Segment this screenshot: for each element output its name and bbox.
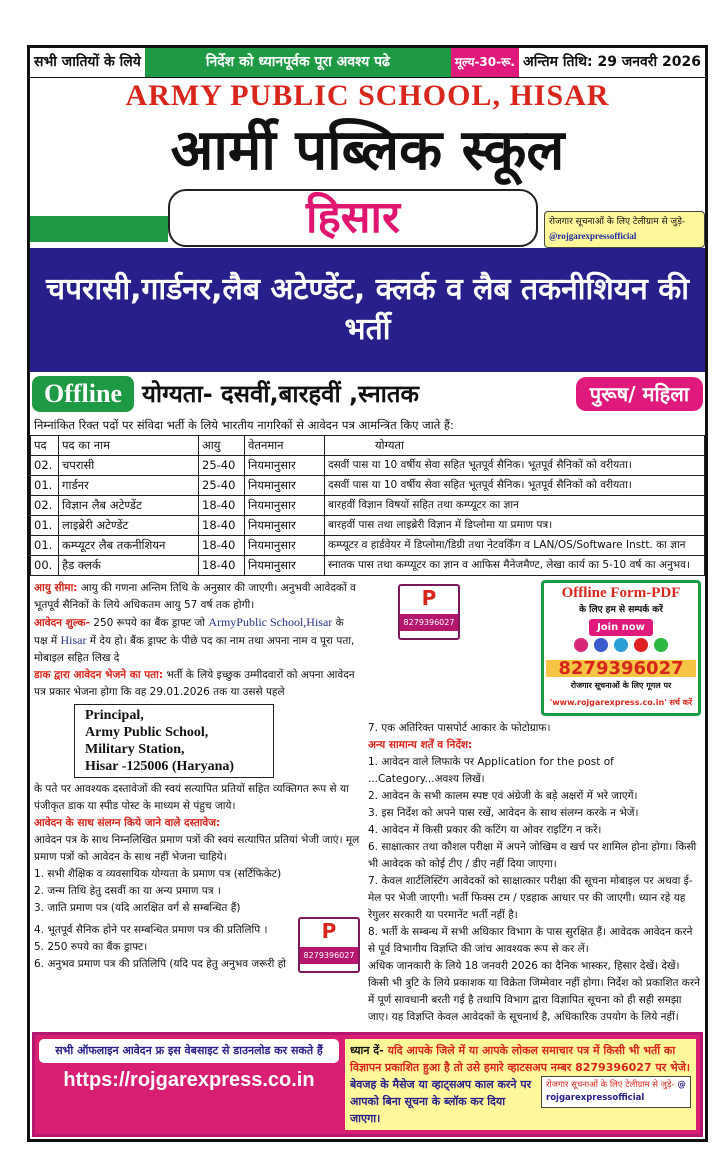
telegram-handle[interactable]: @rojgarexpressofficial: [549, 231, 637, 241]
qualification-heading: योग्यता- दसवीं,बारहवीं ,स्नातक: [142, 380, 419, 408]
table-row: [31, 516, 705, 536]
logo-phone: 8279396027: [400, 614, 458, 631]
facebook-icon[interactable]: [594, 638, 608, 652]
telegram-icon[interactable]: [614, 638, 628, 652]
logo-mark: P: [321, 919, 337, 943]
join-now-button[interactable]: Join now: [589, 619, 653, 636]
header-post: पद का नाम: [59, 436, 199, 456]
fee-payee: ArmyPublic School,Hisar: [208, 615, 333, 629]
address-line: Hisar -125006 (Haryana): [85, 759, 235, 774]
warning-text: बेवजह के मैसेज या व्हाट्सअप काल करने पर आपको बिना सूचना के ब्लॉक कर दिया जाएगा।: [350, 1078, 532, 1125]
cell-post: विज्ञान लैब अटेण्डेंट: [59, 496, 199, 516]
cell-age: 18-40: [199, 556, 245, 576]
read-carefully-label: निर्देश को ध्यानपूर्वक पूरा अवश्य पढे: [145, 48, 451, 77]
cell-pay: नियमानुसार: [245, 536, 325, 556]
term-item: 3. इस निर्देश को अपने पास रखें, आवेदन के साथ संलग्न करके न भेजें।: [368, 807, 639, 819]
cell-post: हैड क्लर्क: [59, 556, 199, 576]
publisher-logo-2: [298, 917, 360, 973]
social-icons: [546, 636, 696, 660]
table-row: [31, 536, 705, 556]
cell-qualification: बारहवीं पास तथा लाइब्रेरी विज्ञान में डिप्लोमा या प्रमाण पत्र।: [325, 516, 705, 536]
term-item: 1. आवेदन वाले लिफाके पर Application for the post of ...Category...अवश्य लिखें।: [368, 756, 614, 785]
cell-qualification: दसवीं पास या 10 वर्षीय सेवा सहित भूतपूर्व सैनिक। भूतपूर्व सैनिकों को वरीयता।: [325, 456, 705, 476]
term-item: 2. आवेदन के सभी कालम स्पष्ट एवं अंग्रेजी के बड़े अक्षरों में भरे जाएगें।: [368, 790, 638, 802]
address-line: Army Public School,: [85, 725, 209, 740]
left-column: [34, 580, 360, 1026]
green-accent-bar: [30, 216, 168, 242]
table-header: [31, 436, 705, 456]
cell-post: कम्प्यूटर लैब तकनीशियन: [59, 536, 199, 556]
documents-intro: आवेदन पत्र के साथ निम्नलिखित प्रमाण पत्रों की स्वयं सत्यापित प्रतियां भेजी जाएं। मूल प्रमाण पत्रों को आवेदन के साथ नहीं भेजना चाहिये।: [34, 834, 360, 863]
cell-age: 25-40: [199, 476, 245, 496]
cell-pay: नियमानुसार: [245, 476, 325, 496]
fee-label: आवेदन शुल्क-: [34, 617, 90, 629]
website-link[interactable]: https://rojgarexpress.co.in: [63, 1069, 315, 1091]
term-item: 6. साक्षात्कार तथा कौशल परीक्षा में अपने जोखिम व खर्च पर शामिल होना होगा। किसी भी आवेदक को कोई टीए / डीए नहीं दिया जाएगा।: [368, 841, 697, 870]
postal-label: डाक द्वारा आवेदन भेजने का पता:: [34, 669, 164, 681]
download-label: सभी ऑफलाइन आवेदन फ्र इस वेबसाइट से डाउनलोड कर सकते हैं: [39, 1039, 339, 1063]
download-area: [39, 1039, 339, 1130]
notice-text: यदि आपके जिले में या आपके लोकल समाचार पत्र में किसी भी भर्ती का विज्ञापन प्रकाशित हुआ है तो उसे हमारे व्हाटसअप नम्बर 8279396027 पर भेजे।: [350, 1044, 691, 1074]
cell-qualification: कम्प्यूटर व हार्डवेयर में डिप्लोमा/डिग्री तथा नेटवर्किंग व LAN/OS/Software Instt. का ज्ञान: [325, 536, 705, 556]
postal-text: भर्ती के लिये इच्छुक उम्मीदवारों को अपना आवेदन पत्र प्रकार भेजना होगा कि वह 29.01.2026 तक या उससे पहले: [34, 669, 355, 698]
table-row: [31, 496, 705, 516]
doc-item: 1. सभी शैक्षिक व व्यवसायिक योग्यता के प्रमाण पत्र (सर्टिफिकेट): [34, 868, 282, 880]
telegram-text: रोजगार सूचनाओं के लिए टेलीग्राम से जुड़े-: [549, 217, 686, 227]
offline-row: [30, 372, 705, 416]
age-text: आयु की गणना अन्तिम तिथि के अनुसार की जाएगी। अनुभवी आवेदकों व भूतपूर्व सैनिकों के लिये अधिकतम आयु 57 वर्ष तक होगी।: [34, 582, 356, 611]
header-count: पद: [31, 436, 59, 456]
cell-count: 01.: [31, 476, 59, 496]
cell-count: 01.: [31, 536, 59, 556]
header-pay: वेतनमान: [245, 436, 325, 456]
promo-contact: के लिए हम से सम्पर्क करें: [579, 605, 663, 615]
table-row: [31, 556, 705, 576]
cell-pay: नियमानुसार: [245, 516, 325, 536]
gender-badge: पुरूष/ महिला: [576, 377, 703, 411]
header-qualification: योग्यता: [325, 436, 705, 456]
bottom-banner: [32, 1032, 703, 1137]
cell-count: 01.: [31, 516, 59, 536]
last-date-label: अन्तिम तिथि: 29 जनवरी 2026: [523, 54, 701, 70]
title-english: ARMY PUBLIC SCHOOL, HISAR: [125, 79, 610, 112]
youtube-icon[interactable]: [634, 638, 648, 652]
header-age: आयु: [199, 436, 245, 456]
right-top: [368, 580, 701, 716]
doc-item: 2. जन्म तिथि हेतु दसवीं का या अन्य प्रमाण पत्र ।: [34, 885, 221, 897]
vacancy-table: [30, 435, 705, 576]
cell-post: चपरासी: [59, 456, 199, 476]
city-row: [30, 188, 705, 248]
notice-label: ध्यान दें-: [350, 1044, 384, 1057]
table-row: [31, 456, 705, 476]
doc-item: 6. अनुभव प्रमाण पत्र की प्रतिलिपि (यदि पद हेतु अनुभव जरूरी हो: [34, 958, 287, 970]
notice-box: [345, 1039, 696, 1130]
term-item: 8. भर्ती के सम्बन्ध में सभी अधिकार विभाग के पास सुरक्षित हैं। आवेदक आवेदन करने से पूर्व विभागीय विज्ञप्ति की जांच आवश्यक रूप से कर लें।: [368, 926, 693, 955]
address-line: Principal,: [85, 708, 144, 723]
documents-rest: [34, 922, 294, 973]
term-item: 4. आवेदन में किसी प्रकार की कटिंग या ओवर राइटिंग न करें।: [368, 824, 602, 836]
cell-qualification: स्नातक पास तथा कम्प्यूटर का ज्ञान व आफिस मैनेजमैण्ट, लेखा कार्य का 5-10 वर्ष का अनुभव।: [325, 556, 705, 576]
telegram-box: [544, 211, 705, 248]
cell-pay: नियमानुसार: [245, 456, 325, 476]
intro-text: निम्नांकित रिक्त पदों पर संविदा भर्ती के लिये भारतीय नागरिकों से आवेदन पत्र आमन्त्रित किए जाते हैं:: [34, 418, 454, 432]
fee-section: [34, 614, 360, 667]
age-limit: [34, 580, 360, 614]
promo-site[interactable]: 'www.rojgarexpress.co.in' सर्च करें: [549, 698, 693, 707]
cell-post: गार्डनर: [59, 476, 199, 496]
publisher-logo: [398, 584, 460, 640]
city-label: हिसार: [168, 189, 538, 247]
logo-mark: P: [421, 586, 437, 610]
promo-phone: 8279396027: [546, 660, 696, 677]
cell-count: 00.: [31, 556, 59, 576]
cell-age: 25-40: [199, 456, 245, 476]
whatsapp-icon[interactable]: [654, 638, 668, 652]
middle-section: [30, 576, 705, 1026]
fee-text-b: के पक्ष में: [34, 617, 344, 647]
telegram-handle[interactable]: @rojgarexpressofficial: [546, 1080, 686, 1103]
cell-pay: नियमानुसार: [245, 496, 325, 516]
telegram-text: रोजगार सूचनाओं के लिए टेलीग्राम से जुड़े-: [546, 1080, 675, 1090]
fee-city: Hisar: [60, 633, 87, 647]
cell-qualification: दसवीं पास या 10 वर्षीय सेवा सहित भूतपूर्व सैनिक। भूतपूर्व सैनिकों को वरीयता।: [325, 476, 705, 496]
doc-item: 5. 250 रुपये का बैंक ड्राफ्ट।: [34, 941, 148, 953]
cell-count: 02.: [31, 456, 59, 476]
telegram-box-bottom: [541, 1076, 691, 1108]
documents-label: आवेदन के साथ संलग्न किये जाने वाले दस्तावेज:: [34, 817, 221, 829]
fee-text-c: में देय हो। बैंक ड्राफ्ट के पीछे पद का नाम तथा अपना नाम व पूरा पता, मोबाइल सहित लिख दे: [34, 635, 355, 664]
promo-title: Offline Form-PDF: [561, 585, 681, 601]
title-hindi: आर्मी पब्लिक स्कूल: [170, 118, 565, 183]
notice-bottom-row: [350, 1076, 691, 1127]
extra-photo-item: 7. एक अतिरिक्त पासपोर्ट आकार के फोटोग्राफ।: [368, 722, 551, 734]
price-label: मूल्य-30-रू.: [451, 48, 519, 77]
terms-label: अन्य सामान्य शर्तें व निर्देश:: [368, 739, 473, 751]
poster-border: [27, 45, 708, 1142]
age-label: आयु सीमा:: [34, 582, 78, 594]
address-line: Military Station,: [85, 742, 185, 757]
right-column: [368, 580, 701, 1026]
documents-with-logo: [34, 917, 360, 973]
cell-age: 18-40: [199, 516, 245, 536]
cell-qualification: बारहवीं विज्ञान विषयों सहित तथा कम्प्यूटर का ज्ञान: [325, 496, 705, 516]
instagram-icon[interactable]: [574, 638, 588, 652]
fee-text-a: 250 रूपये का बैंक ड्राफ्ट जो: [93, 617, 205, 629]
term-item: 7. केवल शार्टलिस्टिंग आवेदकों को साक्षात्कार परीक्षा की सूचना मोबाइल पर अथवा ई-मेल पर भेजी जाएगी। भर्ती फिक्स टम / एडहाक आधार पर की जाएगी। ध्यान रहे यह रेगुलर सरकारी या परमानेंट भर्ती नहीं है।: [368, 875, 693, 921]
posts-banner: चपरासी,गार्डनर,लैब अटेण्डेंट, क्लर्क व लैब तकनीशियन की भर्ती: [30, 248, 705, 372]
cell-count: 02.: [31, 496, 59, 516]
mode-badge: Offline: [32, 376, 134, 412]
cell-post: लाइब्रेरी अटेण्डेंट: [59, 516, 199, 536]
disclaimer: अधिक जानकारी के लिये 18 जनवरी 2026 का दैनिक भास्कर, हिसार देखें। देखें। किसी भी त्रुटि के लिये प्रकाशक या विक्रेता जिम्मेवार नहीं होगा। निर्देश को प्रकाशित करने में पूर्ण सावधानी बरती गई है तथापि विभाग द्वारा विज्ञापित सूचना को ही सही समझा जाए। यह विज्ञप्ति केवल आवेदकों के सूचनार्थ है, अधिकारिक उपयोग के लिये नहीं।: [368, 960, 700, 1023]
all-castes-label: सभी जातियों के लिये: [34, 54, 141, 70]
doc-item: 4. भूतपूर्व सैनिक होने पर सम्बन्धित प्रमाण पत्र की प्रतिलिपि ।: [34, 924, 268, 936]
top-strip: [30, 48, 705, 78]
logo-phone: 8279396027: [300, 947, 358, 964]
cell-pay: नियमानुसार: [245, 556, 325, 576]
promo-box: [541, 580, 701, 716]
cell-age: 18-40: [199, 496, 245, 516]
doc-item: 3. जाति प्रमाण पत्र (यदि आरक्षित वर्ग से सम्बन्धित हैं): [34, 902, 241, 914]
postal-after-text: के पते पर आवश्यक दस्तावेजों की स्वयं सत्यापित प्रतियों सहित व्यक्तिगत रूप से या पंजीकृत डाक या स्पीड पोस्ट के माध्यम से पंहुच जाये।: [34, 783, 349, 812]
address-box: [74, 704, 274, 778]
table-row: [31, 476, 705, 496]
promo-google: रोजगार सूचनाओं के लिए गूगल पर: [570, 681, 672, 690]
postal-section: [34, 667, 360, 701]
cell-age: 18-40: [199, 536, 245, 556]
